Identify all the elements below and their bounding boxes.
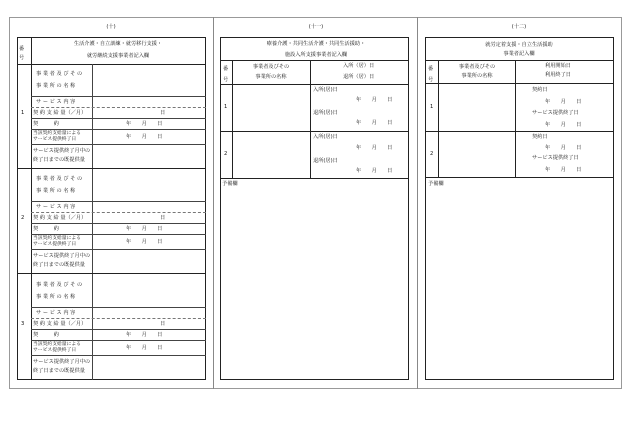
label-contract: 契 約 — [33, 332, 59, 338]
start-date: 年 月 日 — [126, 134, 163, 140]
dashed-line — [31, 212, 206, 213]
label-start-1: 当該契約支給量による — [33, 342, 81, 347]
label-end-1: サービス提供終了月中の — [33, 148, 91, 154]
row-contract: 契約日 — [532, 134, 548, 140]
row-line — [425, 131, 614, 132]
header-bottom — [220, 84, 409, 85]
col-name-1: 事業者及びその — [458, 64, 496, 70]
dashed-line — [31, 107, 206, 108]
header-bottom — [425, 83, 614, 84]
col-name-2: 事業所の名称 — [255, 74, 287, 80]
col-name-line — [310, 60, 311, 179]
label-service: サ ー ビ ス 内 容 — [36, 310, 76, 316]
col-out: 退所（居）日 — [343, 74, 375, 80]
row-end-date: 年 月 日 — [545, 122, 582, 128]
row-line — [220, 178, 409, 179]
header-title-1: 生活介護・自立訓練・就労移行支援・ — [73, 41, 163, 47]
label-col-line — [92, 64, 93, 169]
header-title-2: 事業者記入欄 — [503, 51, 535, 57]
header-title-2: 就労継続支援事業者記入欄 — [86, 53, 150, 59]
row-line — [31, 223, 206, 224]
header-no: 番号 — [19, 46, 25, 62]
row-end: サービス提供終了日 — [532, 155, 579, 161]
panel-number: (十二) — [511, 24, 527, 30]
col-no-line — [438, 60, 439, 178]
header-line — [425, 60, 614, 61]
row-line — [31, 129, 206, 130]
contract-date: 年 月 日 — [126, 121, 163, 127]
row-number: 1 — [430, 104, 434, 110]
panel-number: (十一) — [308, 24, 324, 30]
label-name-2: 事 業 所 の 名 称 — [36, 294, 76, 300]
divider-right — [417, 17, 418, 389]
row-line — [425, 177, 614, 178]
block-bottom — [17, 273, 206, 274]
label-start-2: サービス提供終了日 — [33, 348, 77, 353]
label-start-1: 当該契約支給量による — [33, 131, 81, 136]
divider-left — [213, 17, 214, 389]
label-start-2: サービス提供終了日 — [33, 242, 77, 247]
row-line — [31, 329, 206, 330]
header-bottom — [17, 64, 206, 65]
row-number: 3 — [21, 321, 25, 327]
col-start: 利用開始日 — [545, 63, 571, 69]
label-end-2: 終了日までの既提供量 — [33, 262, 85, 268]
row-line — [31, 340, 206, 341]
row-in-date: 年 月 日 — [356, 145, 393, 151]
row-line — [31, 96, 206, 97]
start-date: 年 月 日 — [126, 239, 163, 245]
row-in: 入所(居)日 — [313, 87, 338, 93]
label-name-1: 事 業 者 及 び そ の — [36, 176, 83, 182]
col-in: 入所（居）日 — [343, 63, 375, 69]
row-line — [31, 249, 206, 250]
label-end-2: 終了日までの既提供量 — [33, 157, 85, 163]
row-line — [31, 355, 206, 356]
row-contract-date: 年 月 日 — [545, 99, 582, 105]
col-no-line — [232, 60, 233, 179]
col-name-line — [515, 60, 516, 178]
col-name-1: 事業者及びその — [252, 64, 290, 70]
label-amount: 契 約 支 給 量（／月） — [33, 215, 87, 221]
row-line — [31, 118, 206, 119]
col-name-2: 事業所の名称 — [461, 73, 493, 79]
header-title-1: 就労定着支援・自立生活援助 — [485, 42, 553, 48]
row-line — [31, 234, 206, 235]
amount-unit: 日 — [160, 321, 166, 327]
row-number: 2 — [224, 151, 228, 157]
label-start-1: 当該契約支給量による — [33, 236, 81, 241]
header-no: 番号 — [223, 66, 229, 84]
contract-date: 年 月 日 — [126, 332, 163, 338]
label-service: サ ー ビ ス 内 容 — [36, 204, 76, 210]
header-title-2: 施設入所支援事業者記入欄 — [284, 52, 348, 58]
row-contract: 契約日 — [532, 87, 548, 93]
row-out-date: 年 月 日 — [356, 168, 393, 174]
row-number: 2 — [430, 151, 434, 157]
label-end-1: サービス提供終了月中の — [33, 359, 91, 365]
label-name-2: 事 業 所 の 名 称 — [36, 83, 76, 89]
col-end: 利用終了日 — [545, 72, 571, 78]
row-number: 2 — [21, 215, 25, 221]
amount-unit: 日 — [160, 110, 166, 116]
row-number: 1 — [21, 110, 25, 116]
row-number: 1 — [224, 104, 228, 110]
header-no: 番号 — [428, 66, 434, 84]
label-name-2: 事 業 所 の 名 称 — [36, 188, 76, 194]
form-table — [425, 37, 614, 380]
label-name-1: 事 業 者 及 び そ の — [36, 71, 83, 77]
row-end: サービス提供終了日 — [532, 110, 579, 116]
row-out-date: 年 月 日 — [356, 120, 393, 126]
row-line — [31, 201, 206, 202]
label-col-line — [92, 169, 93, 274]
header-line — [220, 60, 409, 61]
label-name-1: 事 業 者 及 び そ の — [36, 282, 83, 288]
panel-number: (十) — [106, 24, 116, 30]
label-end-2: 終了日までの既提供量 — [33, 368, 85, 374]
label-amount: 契 約 支 給 量（／月） — [33, 110, 87, 116]
row-line — [31, 307, 206, 308]
row-out: 退所(居)日 — [313, 158, 338, 164]
row-contract-date: 年 月 日 — [545, 145, 582, 151]
row-line — [31, 144, 206, 145]
notes-label: 予備欄 — [428, 181, 444, 187]
dashed-line — [31, 318, 206, 319]
label-start-2: サービス提供終了日 — [33, 137, 77, 142]
header-title-1: 療養介護・共同生活介護・共同生活援助・ — [266, 41, 366, 47]
row-line — [220, 131, 409, 132]
row-in: 入所(居)日 — [313, 134, 338, 140]
row-end-date: 年 月 日 — [545, 167, 582, 173]
label-amount: 契 約 支 給 量（／月） — [33, 321, 87, 327]
row-in-date: 年 月 日 — [356, 97, 393, 103]
amount-unit: 日 — [160, 215, 166, 221]
label-service: サ ー ビ ス 内 容 — [36, 99, 76, 105]
label-contract: 契 約 — [33, 226, 59, 232]
contract-date: 年 月 日 — [126, 226, 163, 232]
label-contract: 契 約 — [33, 121, 59, 127]
start-date: 年 月 日 — [126, 345, 163, 351]
label-col-line — [92, 274, 93, 380]
notes-label: 予備欄 — [222, 181, 238, 187]
block-bottom — [17, 168, 206, 169]
label-end-1: サービス提供終了月中の — [33, 253, 91, 259]
row-out: 退所(居)日 — [313, 110, 338, 116]
